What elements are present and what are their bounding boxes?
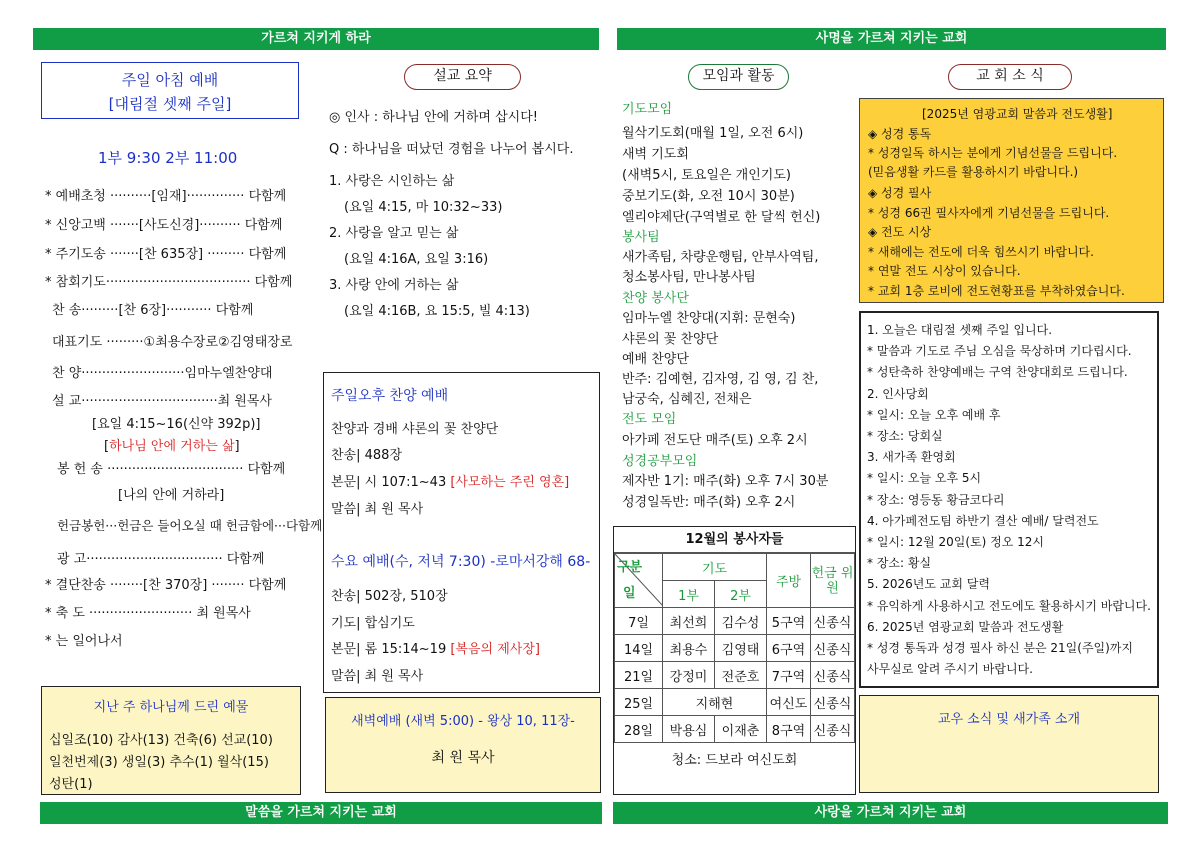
cell: 신종식: [811, 635, 855, 662]
news-item: 3. 새가족 환영회: [867, 450, 956, 465]
volunteers-title: 12월의 봉사자들: [614, 527, 855, 553]
cell: 6구역: [767, 635, 811, 662]
group-item: 엘리야제단(구역별로 한 달씩 헌신): [622, 210, 821, 225]
news-item: 2. 인사당회: [867, 386, 929, 401]
cell: 최용수: [663, 635, 715, 662]
groups-label: 모임과 활동: [688, 64, 789, 90]
news-item: * 일시: 12월 20일(토) 정오 12시: [867, 535, 1045, 549]
order-item: * 참회기도··································· 다함께: [45, 275, 293, 290]
sermon-line: 2. 사랑을 알고 믿는 삶: [329, 226, 459, 241]
order-note: * 는 일어나서: [45, 634, 123, 649]
volunteers-table: [614, 553, 855, 743]
order-item: * 신앙고백 ·······[사도신경]·········· 다함께: [45, 218, 283, 233]
group-item: 성경일독반: 매주(화) 오후 2시: [622, 495, 796, 510]
group-item: 예배 찬양단: [622, 352, 689, 367]
afternoon-hymn-title: [사모하는 주린 영혼]: [450, 475, 570, 490]
cleaning-note: 청소: 드보라 여신도회: [671, 753, 798, 768]
sermon-line: (요일 4:16B, 요 15:5, 빌 4:13): [344, 304, 530, 319]
yellow-news-line: ◈ 성경 필사: [868, 186, 932, 200]
news-box: [859, 311, 1159, 688]
group-item: 새벽 기도회: [622, 147, 689, 162]
dawn-worship-box: [325, 697, 601, 793]
sermon-line: (요일 4:16A, 요일 3:16): [344, 252, 489, 267]
news-item: * 일시: 오늘 오후 5시: [867, 471, 982, 486]
worship-subtitle: [대림절 셋째 주일]: [108, 95, 232, 113]
cell: 김영태: [715, 635, 767, 662]
cell: 신종식: [811, 716, 855, 743]
group-item: 제자반 1기: 매주(화) 오후 7시 30분: [622, 474, 829, 489]
group-heading: 기도모임: [622, 102, 673, 117]
group-item: (새벽5시, 토요일은 개인기도): [622, 168, 791, 183]
yellow-news-line: * 새해에는 전도에 더욱 힘쓰시기 바랍니다.: [868, 245, 1094, 259]
dawn-title: 새벽예배 (새벽 5:00) - 왕상 10, 11장-: [351, 714, 575, 729]
order-item: 봉 헌 송 ································· 다함께: [57, 462, 286, 477]
news-item: 사무실로 알려 주시기 바랍니다.: [867, 662, 1033, 677]
sermon-ref: [요일 4:15~16(신약 392p)]: [92, 417, 261, 432]
table-row: [615, 689, 855, 716]
table-row: [615, 608, 855, 635]
group-heading: 전도 모임: [622, 412, 677, 427]
order-item: 설 교·································최 원목사: [52, 394, 272, 409]
cell: 21일: [615, 662, 663, 689]
afternoon-title: 주일오후 찬양 예배: [331, 388, 449, 404]
cell: 신종식: [811, 662, 855, 689]
news-item: * 장소: 황실: [867, 556, 932, 571]
afternoon-text: 본문| 시 107:1~43: [331, 475, 451, 490]
offering-row: 십일조(10) 감사(13) 건축(6) 선교(10): [49, 733, 273, 748]
news-item: * 성탄축하 찬양예배는 구역 찬양대회로 드립니다.: [867, 365, 1128, 380]
news-item: * 성경 통독과 성경 필사 하신 분은 21일(주일)까지: [867, 641, 1133, 655]
corner-gubun: 구분: [617, 560, 643, 575]
wednesday-title: 수요 예배(수, 저녁 7:30) -로마서강해 68-: [331, 554, 591, 570]
sermon-summary-label: 설교 요약: [404, 64, 521, 90]
yellow-news-title: [2025년 염광교회 말씀과 전도생활]: [922, 107, 1113, 121]
cell: 7일: [615, 608, 663, 635]
col-service1: 1부: [663, 581, 715, 608]
yellow-news-line: (믿음생활 카드를 활용하시기 바랍니다.): [868, 165, 1079, 179]
order-item: * 축 도 ························· 최 원목사: [45, 606, 251, 621]
afternoon-line: 찬양과 경배 샤론의 꽃 찬양단: [331, 422, 499, 437]
wednesday-line: 기도| 합심기도: [331, 616, 415, 631]
sermon-line: Q : 하나님을 떠났던 경험을 나누어 봅시다.: [329, 142, 574, 157]
offering-row: 성탄(1): [49, 777, 93, 792]
cell: 지해현: [663, 689, 767, 716]
cell: 이재춘: [715, 716, 767, 743]
order-item: 찬 송·········[찬 6장]··········· 다함께: [52, 303, 254, 318]
group-item: 아가페 전도단 매주(토) 오후 2시: [622, 433, 808, 448]
cell: 전준호: [715, 662, 767, 689]
sermon-line: ◎ 인사 : 하나님 안에 거하며 삽시다!: [329, 110, 538, 125]
wednesday-line: 말씀| 최 원 목사: [331, 669, 424, 684]
group-heading: 찬양 봉사단: [622, 291, 689, 306]
yellow-news-line: * 성경 66권 필사자에게 기념선물을 드립니다.: [868, 206, 1110, 220]
group-item: 중보기도(화, 오전 10시 30분): [622, 189, 795, 204]
cell: 박용심: [663, 716, 715, 743]
table-row: [615, 662, 855, 689]
col-kitchen: 주방: [767, 554, 811, 608]
news-item: * 장소: 영등동 황금코다리: [867, 492, 1005, 507]
footer-right: 사랑을 가르쳐 지키는 교회: [613, 802, 1168, 824]
news-item: 4. 아가페전도팀 하반기 결산 예배/ 달력전도: [867, 513, 1099, 528]
table-row: [615, 635, 855, 662]
group-item: 남궁숙, 심혜진, 전채은: [622, 392, 752, 407]
cell: 8구역: [767, 716, 811, 743]
sermon-title: [하나님 안에 거하는 삶]: [104, 439, 240, 454]
yellow-news-line: ◈ 성경 통독: [868, 127, 932, 141]
order-item: 찬 양·························임마누엘찬양대: [52, 366, 273, 381]
order-item: 헌금봉헌···헌금은 들어오실 때 헌금함에···다함께: [57, 518, 323, 533]
news-item: * 말씀과 기도로 주님 오심을 묵상하며 기다립시다.: [867, 344, 1132, 359]
sermon-line: (요일 4:15, 마 10:32~33): [344, 200, 503, 215]
yellow-news-line: ◈ 전도 시상: [868, 225, 932, 239]
order-item: * 예배초청 ··········[임재]·············· 다함께: [45, 189, 287, 204]
worship-times: 1부 9:30 2부 11:00: [98, 149, 238, 167]
offering-title: 지난 주 하나님께 드린 예물: [93, 700, 249, 715]
group-item: 샤론의 꽃 찬양단: [622, 332, 719, 347]
sermon-line: 1. 사랑은 시인하는 삶: [329, 174, 455, 189]
cell: 신종식: [811, 608, 855, 635]
cell: 5구역: [767, 608, 811, 635]
family-news-box: [859, 695, 1159, 793]
group-item: 청소봉사팀, 만나봉사팀: [622, 270, 756, 285]
afternoon-line: 찬송| 488장: [331, 448, 402, 463]
wednesday-line: 찬송| 502장, 510장: [331, 589, 448, 604]
yellow-news-line: * 성경일독 하시는 분에게 기념선물을 드립니다.: [868, 146, 1118, 160]
news-item: 5. 2026년도 교회 달력: [867, 577, 990, 592]
group-heading: 성경공부모임: [622, 454, 698, 469]
cell: 강정미: [663, 662, 715, 689]
header-right: 사명을 가르쳐 지키는 교회: [617, 28, 1166, 50]
dawn-pastor: 최 원 목사: [431, 750, 495, 766]
col-prayer: 기도: [663, 554, 767, 581]
cell: 28일: [615, 716, 663, 743]
wednesday-line: [331, 638, 540, 657]
corner-il: 일: [623, 586, 636, 601]
group-item: 새가족팀, 차량운행팀, 안부사역팀,: [622, 250, 819, 265]
wednesday-text: 본문| 롬 15:14~19: [331, 642, 451, 657]
news-label: 교 회 소 식: [948, 64, 1072, 90]
table-row: [615, 716, 855, 743]
offering-row: 일천번제(3) 생일(3) 추수(1) 월삭(15): [49, 755, 269, 770]
offering-box: [41, 686, 301, 795]
news-item: * 일시: 오늘 오후 예배 후: [867, 407, 1001, 422]
cell: 25일: [615, 689, 663, 716]
wednesday-sermon-title: [복음의 제사장]: [450, 642, 540, 657]
afternoon-line: [331, 471, 569, 490]
news-item: 1. 오늘은 대림절 셋째 주일 입니다.: [867, 323, 1053, 337]
cell: 14일: [615, 635, 663, 662]
order-item: * 주기도송 ·······[찬 635장] ········· 다함께: [45, 247, 287, 262]
col-service2: 2부: [715, 581, 767, 608]
order-item: 대표기도 ·········①최용수장로②김영태장로: [52, 335, 293, 350]
volunteers-box: [613, 526, 856, 795]
order-item: 광 고································· 다함께: [57, 552, 265, 567]
yellow-news-line: * 연말 전도 시상이 있습니다.: [868, 264, 1021, 278]
afternoon-line: 말씀| 최 원 목사: [331, 502, 424, 517]
news-item: 6. 2025년 염광교회 말씀과 전도생활: [867, 619, 1064, 634]
yellow-news-line: * 교회 1층 로비에 전도현황표를 부착하였습니다.: [868, 284, 1125, 298]
order-item: [나의 안에 거하라]: [118, 488, 225, 503]
group-heading: 봉사팀: [622, 230, 660, 245]
worship-title: 주일 아침 예배: [121, 71, 219, 89]
cell: 여신도: [767, 689, 811, 716]
family-news-title: 교우 소식 및 새가족 소개: [937, 712, 1081, 727]
cell: 김수성: [715, 608, 767, 635]
group-item: 반주: 김예현, 김자영, 김 영, 김 찬,: [622, 372, 819, 387]
footer-left: 말씀을 가르쳐 지키는 교회: [40, 802, 602, 824]
order-item: * 결단찬송 ········[찬 370장] ········ 다함께: [45, 578, 287, 593]
afternoon-worship-box: [323, 372, 600, 693]
cell: 7구역: [767, 662, 811, 689]
cell: 최선희: [663, 608, 715, 635]
col-offering: 헌금 위원: [811, 554, 855, 608]
worship-title-box: [41, 62, 299, 119]
table-corner: [615, 554, 663, 608]
news-item: * 장소: 당회실: [867, 429, 943, 443]
sermon-title-text: 하나님 안에 거하는 삶: [109, 439, 235, 454]
header-left: 가르쳐 지키게 하라: [33, 28, 599, 50]
cell: 신종식: [811, 689, 855, 716]
group-item: 임마누엘 찬양대(지휘: 문현숙): [622, 311, 796, 326]
group-item: 월삭기도회(매월 1일, 오전 6시): [622, 126, 804, 141]
yellow-news-box: [859, 98, 1164, 303]
news-item: * 유익하게 사용하시고 전도에도 활용하시기 바랍니다.: [867, 598, 1151, 613]
sermon-line: 3. 사랑 안에 거하는 삶: [329, 278, 459, 293]
